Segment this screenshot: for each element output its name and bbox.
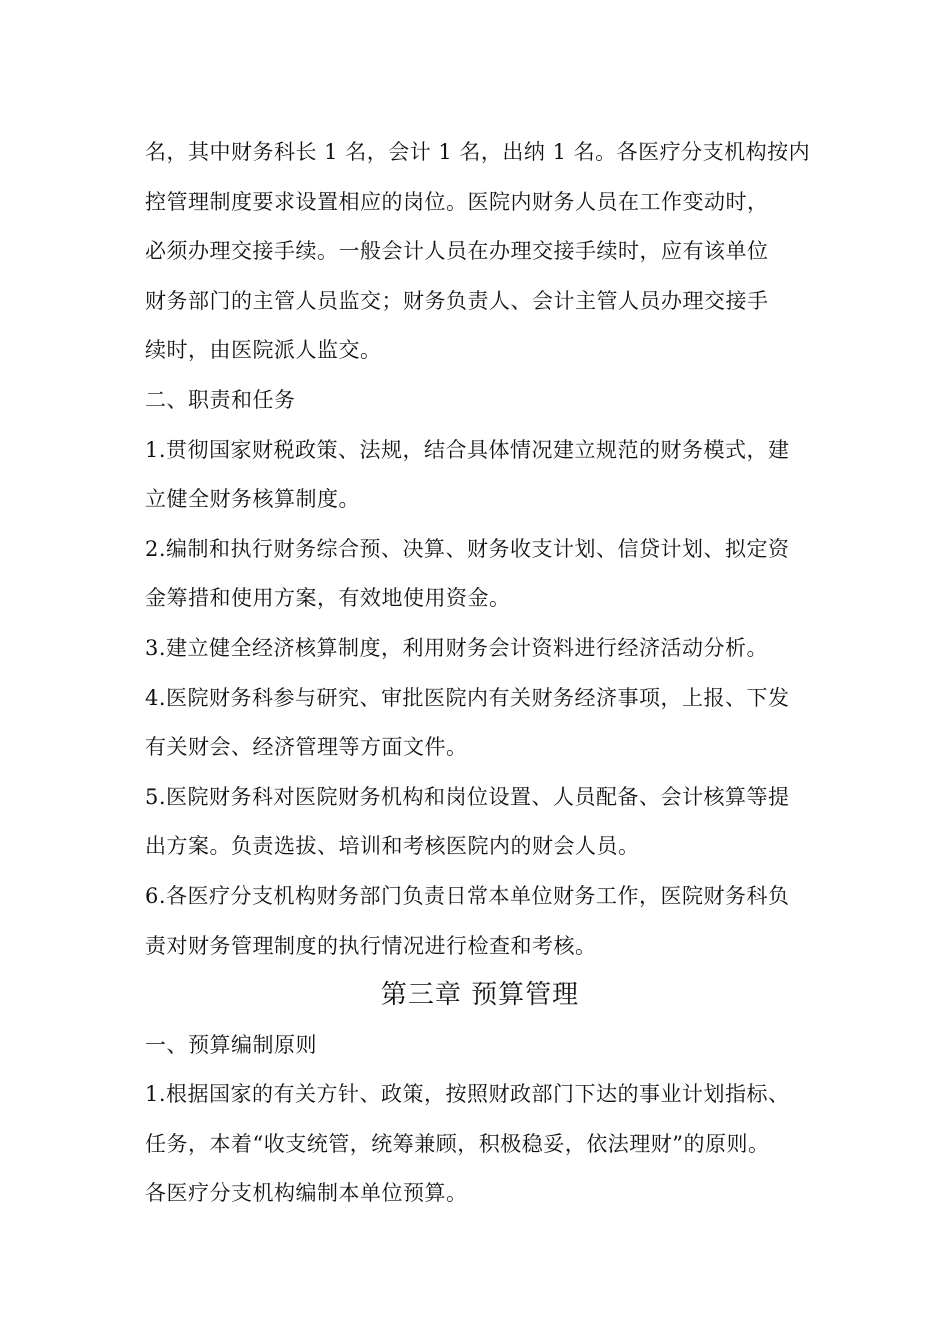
- text-line: 金筹措和使用方案，有效地使用资金。: [145, 586, 511, 611]
- text-line: 各医疗分支机构编制本单位预算。: [145, 1181, 468, 1206]
- text-line: 名，其中财务科长 1 名，会计 1 名，出纳 1 名。各医疗分支机构按内: [145, 140, 811, 164]
- text-line: 1.贯彻国家财税政策、法规，结合具体情况建立规范的财务模式，建: [145, 437, 790, 462]
- section-heading-duties: 二、职责和任务: [145, 387, 296, 412]
- text-line: 3.建立健全经济核算制度，利用财务会计资料进行经济活动分析。: [145, 635, 769, 660]
- text-line: 财务部门的主管人员监交；财务负责人、会计主管人员办理交接手: [145, 288, 769, 313]
- text-line: 有关财会、经济管理等方面文件。: [145, 735, 468, 760]
- text-line: 立健全财务核算制度。: [145, 487, 360, 512]
- text-line: 1.根据国家的有关方针、政策，按照财政部门下达的事业计划指标、: [145, 1082, 790, 1107]
- text-line: 责对财务管理制度的执行情况进行检查和考核。: [145, 933, 597, 958]
- text-line: 5.医院财务科对医院财务机构和岗位设置、人员配备、会计核算等提: [145, 784, 790, 809]
- text-line: 续时，由医院派人监交。: [145, 338, 382, 363]
- text-line: 任务，本着“收支统管，统筹兼顾，积极稳妥，依法理财”的原则。: [145, 1131, 770, 1156]
- section-heading-budget-principles: 一、预算编制原则: [145, 1032, 317, 1057]
- text-line: 2.编制和执行财务综合预、决算、财务收支计划、信贷计划、拟定资: [145, 536, 790, 561]
- text-line: 必须办理交接手续。一般会计人员在办理交接手续时，应有该单位: [145, 239, 769, 264]
- chapter-heading: 第三章 预算管理: [380, 980, 580, 1011]
- document-body: [145, 128, 815, 1219]
- text-line: 6.各医疗分支机构财务部门负责日常本单位财务工作，医院财务科负: [145, 883, 790, 908]
- text-line: 控管理制度要求设置相应的岗位。医院内财务人员在工作变动时，: [145, 189, 769, 214]
- text-line: 出方案。负责选拔、培训和考核医院内的财会人员。: [145, 834, 640, 859]
- text-line: 4.医院财务科参与研究、审批医院内有关财务经济事项，上报、下发: [145, 685, 790, 710]
